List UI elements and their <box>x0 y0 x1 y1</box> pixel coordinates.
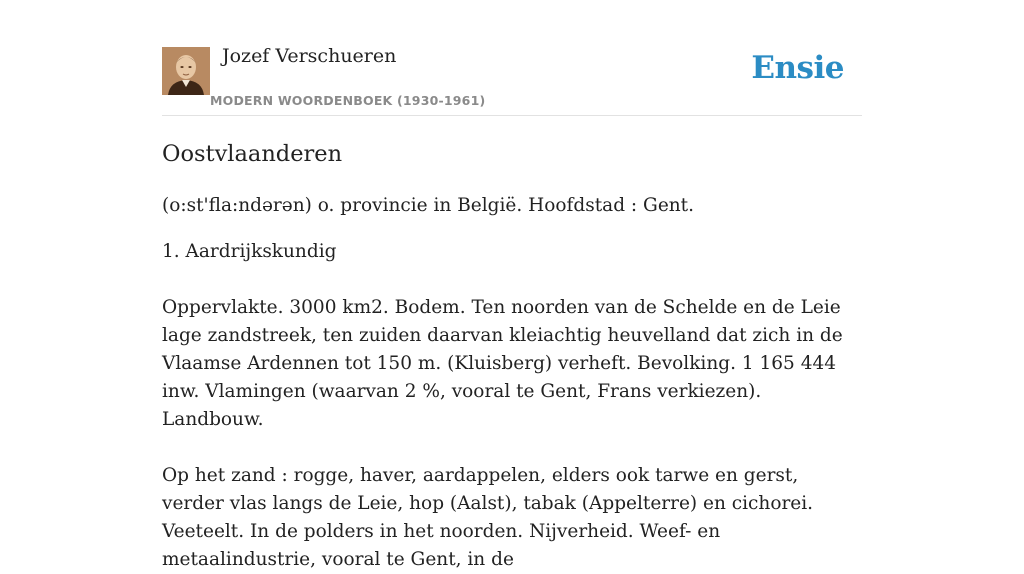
article-title: Oostvlaanderen <box>162 141 343 167</box>
author-portrait-icon <box>162 47 210 95</box>
article-paragraph: 1. Aardrijkskundig <box>162 241 337 262</box>
site-logo[interactable]: Ensie <box>751 50 844 86</box>
article-paragraph: Op het zand : rogge, haver, aardappelen, elders ook tarwe en gerst, verder vlas langs de Leie, hop (Aalst), tabak (Appelterre) en cichorei. Veeteelt. In de polders in het noorden. Nijverheid. Weef- en metaalindustrie, vooral te Gent, in de <box>162 465 814 570</box>
source-dictionary[interactable]: MODERN WOORDENBOEK (1930-1961) <box>210 93 486 108</box>
article-paragraph: (o:st'fla:ndərən) o. provincie in België. Hoofdstad : Gent. <box>162 195 694 216</box>
page-header <box>162 0 862 116</box>
article <box>162 138 862 574</box>
author-avatar[interactable] <box>162 47 210 95</box>
article-paragraph: Oppervlakte. 3000 km2. Bodem. Ten noorden van de Schelde en de Leie lage zandstreek, ten zuiden daarvan kleiachtig heuvelland dat zich in de Vlaamse Ardennen tot 150 m. (Kluisberg) verheft. Bevolking. 1 165 444 inw. Vlamingen (waarvan 2 %, vooral te Gent, Frans verkiezen). Landbouw. <box>162 297 843 430</box>
author-name[interactable]: Jozef Verschueren <box>222 45 397 67</box>
